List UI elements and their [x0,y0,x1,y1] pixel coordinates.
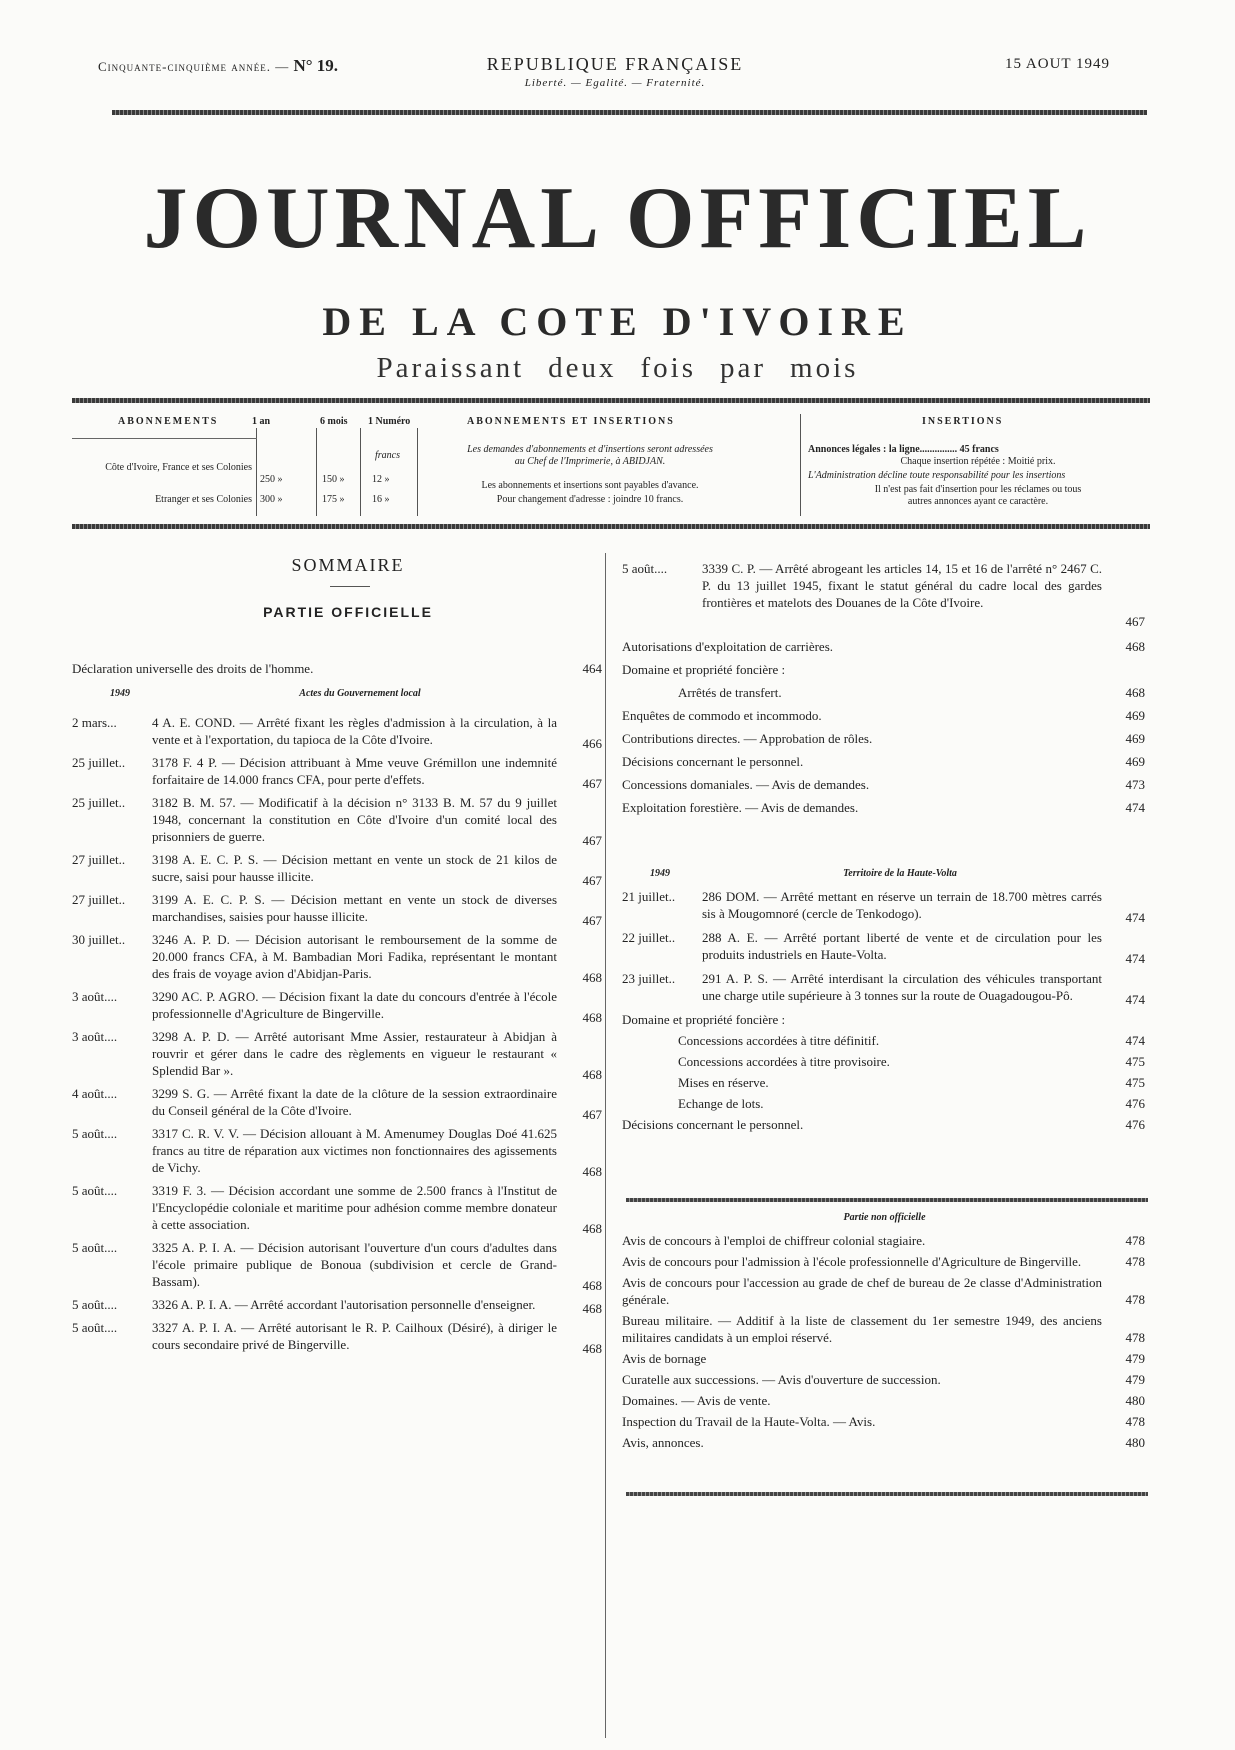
entry-date: 27 juillet.. [72,852,126,867]
subscription-bottom-rule [72,524,1150,529]
issue-number: N° 19. [293,56,339,75]
divider [360,428,361,516]
entry-text: 291 A. P. S. — Arrêté interdisant la circulation des véhicules transportant une charge utile supérieure à 3 tonnes sur la route de Ouagadougou-Pô. [702,971,1102,1003]
entry-text: Inspection du Travail de la Haute-Volta. — Avis. [622,1414,876,1429]
entry-page: 469 [1125,708,1145,723]
divider [256,428,257,516]
divider [800,414,801,516]
entry-text: Domaines. — Avis de vente. [622,1393,771,1408]
section-title: Territoire de la Haute-Volta [843,868,957,879]
entry-text: 4 A. E. COND. — Arrêté fixant les règles d'admission à la circulation, à la vente et à l'exportation, du tapioca de la Côte d'Ivoire. [152,715,557,747]
entry-page: 468 [582,1164,602,1179]
divider [316,428,317,516]
entry-page: 469 [1125,731,1145,746]
entry-date: 3 août.... [72,989,118,1004]
entry-page: 473 [1125,777,1145,792]
entry-text: Avis, annonces. [622,1435,704,1450]
entry-page: 467 [582,1107,602,1122]
entry-date: 5 août.... [72,1183,118,1198]
notice-line: Les demandes d'abonnements et d'insertions seront adressées [467,444,713,455]
divider [417,428,418,516]
notice-line: Il n'est pas fait d'insertion pour les réclames ou tous [874,484,1082,495]
notice-line: Annonces légales : la ligne............... 45 francs [808,444,999,455]
tagline-word: deux [548,352,617,384]
entry-text: Exploitation forestière. — Avis de demandes. [622,800,859,815]
abonnements-insertions-header: ABONNEMENTS ET INSERTIONS [467,416,675,427]
tagline-word: mois [790,352,859,384]
entry-page: 468 [582,1221,602,1236]
entry-text: 286 DOM. — Arrêté mettant en réserve un terrain de 18.700 mètres carrés sis à Mougomnoré (cercle de Tenkodogo). [702,889,1102,921]
entry-text: 3290 AC. P. AGRO. — Décision fixant la date du concours d'entrée à l'école professionnelle d'Agriculture de Bingerville. [152,989,557,1021]
rate-year: 250 » [260,474,283,485]
entry-page: 464 [582,661,602,676]
entry-page: 467 [582,913,602,928]
entry-page: 467 [582,873,602,888]
entry-date: 5 août.... [72,1126,118,1141]
entry-page: 468 [582,970,602,985]
entry-text: Domaine et propriété foncière : [622,662,786,677]
entry-text: Déclaration universelle des droits de l'homme. [72,661,314,676]
entry-page: 467 [1125,614,1145,629]
entry-page: 478 [1125,1330,1145,1345]
rate-half: 175 » [322,494,345,505]
entry-date: 2 mars... [72,715,117,730]
entry-page: 468 [582,1010,602,1025]
entry-page: 474 [1125,800,1145,815]
subscription-top-rule [72,398,1150,403]
entry-text: Décisions concernant le personnel. [622,754,804,769]
notice-line: L'Administration décline toute responsabilité pour les insertions [808,470,1066,481]
tagline-word: Paraissant [376,352,525,384]
entry-text: Avis de concours à l'emploi de chiffreur colonial stagiaire. [622,1233,926,1248]
entry-page: 478 [1125,1414,1145,1429]
rate-label: Etranger et ses Colonies [155,494,252,505]
entry-page: 468 [1125,685,1145,700]
entry-date: 23 juillet.. [622,971,676,986]
entry-page: 475 [1125,1054,1145,1069]
entry-page: 478 [1125,1254,1145,1269]
entry-text: Contributions directes. — Approbation de rôles. [622,731,873,746]
tagline-word: fois [640,352,697,384]
entry-page: 480 [1125,1393,1145,1408]
entry-date: 5 août.... [72,1320,118,1335]
entry-page: 468 [582,1278,602,1293]
entry-page: 467 [582,833,602,848]
entry-text: Décisions concernant le personnel. [622,1117,804,1132]
entry-date: 5 août.... [72,1240,118,1255]
entry-text: 3317 C. R. V. V. — Décision allouant à M. Amenumey Douglas Doé 41.625 francs au titre de réparation aux victimes non fonctionnaires des agissements de Vichy. [152,1126,557,1175]
entry-text: Mises en réserve. [678,1075,769,1090]
notice-line: Les abonnements et insertions sont payables d'avance. [481,480,699,491]
entry-text: Concessions domaniales. — Avis de demandes. [622,777,870,792]
entry-page: 468 [582,1067,602,1082]
period-single-issue: 1 Numéro [368,416,411,427]
subscriptions-header: ABONNEMENTS [118,416,219,427]
section-year: 1949 [110,688,130,699]
entry-text: 3298 A. P. D. — Arrêté autorisant Mme Assier, restaurateur à Abidjan à rouvrir et gérer dans le cadre des règlements en vigueur le restaurant « Splendid Bar ». [152,1029,557,1078]
entry-text: Arrêtés de transfert. [678,685,782,700]
rate-single: 12 » [372,474,390,485]
rate-label: Côte d'Ivoire, France et ses Colonies [105,462,252,473]
rate-year: 300 » [260,494,283,505]
journal-title: JOURNAL OFFICIEL [143,170,1092,267]
edition-year: Cinquante-cinquième année. — [98,59,290,74]
entry-page: 480 [1125,1435,1145,1450]
entry-text: Autorisations d'exploitation de carrières. [622,639,834,654]
tagline-word: par [720,352,767,384]
column-separator [605,553,606,1738]
entry-date: 21 juillet.. [622,889,676,904]
entry-text: 3325 A. P. I. A. — Décision autorisant l'ouverture d'un cours d'adultes dans l'école primaire publique de Bonoua (subdivision et cercle de Grand-Bassam). [152,1240,557,1289]
rate-half: 150 » [322,474,345,485]
section-year: 1949 [650,868,670,879]
entry-text: 3182 B. M. 57. — Modificatif à la décision n° 3133 B. M. 57 du 9 juillet 1948, concernant la constitution en Côte d'Ivoire d'un comité local des prisonniers de guerre. [152,795,557,844]
entry-page: 476 [1125,1117,1145,1132]
entry-date: 3 août.... [72,1029,118,1044]
entry-page: 466 [582,736,602,751]
entry-text: Echange de lots. [678,1096,764,1111]
entry-text: 3326 A. P. I. A. — Arrêté accordant l'autorisation personnelle d'enseigner. [152,1297,536,1312]
republic-heading [440,54,790,89]
entry-text: 3339 C. P. — Arrêté abrogeant les articles 14, 15 et 16 de l'arrêté n° 2467 C. P. du 13 juillet 1945, fixant le statut général du cadre local des gardes frontières et matelots des Douanes de la Côte d'Ivoire. [702,561,1102,610]
year-label [98,56,338,76]
entry-page: 468 [582,1341,602,1356]
rate-single: 16 » [372,494,390,505]
entry-text: 3327 A. P. I. A. — Arrêté autorisant le R. P. Cailhoux (Désiré), à diriger le cours secondaire privé de Bingerville. [152,1320,557,1352]
period-year: 1 an [252,416,271,427]
sommaire-title: SOMMAIRE [291,555,405,575]
entry-page: 479 [1125,1372,1145,1387]
currency-unit: francs [375,450,400,461]
title-ornament [330,586,370,587]
entry-page: 479 [1125,1351,1145,1366]
entry-date: 5 août.... [72,1297,118,1312]
entry-page: 478 [1125,1292,1145,1307]
insertions-header: INSERTIONS [922,416,1004,427]
entry-page: 475 [1125,1075,1145,1090]
entry-page: 474 [1125,1033,1145,1048]
entry-text: Concessions accordées à titre définitif. [678,1033,880,1048]
entry-date: 30 juillet.. [72,932,126,947]
entry-text: Bureau militaire. — Additif à la liste de classement du 1er semestre 1949, des anciens militaires candidats à un emploi réservé. [622,1313,1102,1345]
entry-date: 5 août.... [622,561,668,576]
entry-text: 3319 F. 3. — Décision accordant une somme de 2.500 francs à l'Institut de l'Encyclopédie coloniale et maritime pour adhésion comme membre donateur à cette association. [152,1183,557,1232]
period-half-year: 6 mois [320,416,348,427]
entry-page: 474 [1125,992,1145,1007]
entry-text: Avis de concours pour l'accession au grade de chef de bureau de 2e classe d'Administration générale. [622,1275,1102,1307]
entry-page: 474 [1125,951,1145,966]
bottom-rule [626,1492,1148,1496]
entry-text: Enquêtes de commodo et incommodo. [622,708,822,723]
entry-page: 468 [582,1301,602,1316]
partie-officielle-heading: PARTIE OFFICIELLE [263,604,433,620]
entry-page: 478 [1125,1233,1145,1248]
entry-text: 3299 S. G. — Arrêté fixant la date de la clôture de la session extraordinaire du Conseil général de la Côte d'Ivoire. [152,1086,557,1118]
entry-text: Avis de bornage [622,1351,707,1366]
entry-text: Avis de concours pour l'admission à l'école professionnelle d'Agriculture de Bingerville. [622,1254,1082,1269]
publication-frequency [0,352,1235,385]
partie-non-officielle-heading: Partie non officielle [843,1212,926,1223]
republic-title: REPUBLIQUE FRANÇAISE [486,54,744,74]
entry-date: 27 juillet.. [72,892,126,907]
notice-line: au Chef de l'Imprimerie, à ABIDJAN. [514,456,666,467]
toc-entry [72,660,602,678]
journal-subtitle: DE LA COTE D'IVOIRE [322,299,913,344]
section-title: Actes du Gouvernement local [299,688,421,699]
entry-page: 467 [582,776,602,791]
entry-date: 25 juillet.. [72,755,126,770]
entry-text: Curatelle aux successions. — Avis d'ouverture de succession. [622,1372,941,1387]
entry-page: 468 [1125,639,1145,654]
issue-date: 15 AOUT 1949 [1005,56,1111,72]
entry-text: 3199 A. E. C. P. S. — Décision mettant en vente un stock de diverses marchandises, saisies pour hausse illicite. [152,892,557,924]
entry-page: 469 [1125,754,1145,769]
divider [72,438,257,439]
entry-text: 3178 F. 4 P. — Décision attribuant à Mme veuve Grémillon une indemnité forfaitaire de 14.000 francs CFA, pour perte d'effets. [152,755,557,787]
entry-text: Concessions accordées à titre provisoire. [678,1054,890,1069]
national-motto: Liberté. — Egalité. — Fraternité. [524,77,706,89]
entry-text: 3246 A. P. D. — Décision autorisant le remboursement de la somme de 20.000 francs CFA, à M. Bambadian Mori Fadika, représentant le montant des frais de voyage avion d'Abidjan-Paris. [152,932,557,981]
entry-page: 474 [1125,910,1145,925]
entry-date: 4 août.... [72,1086,118,1101]
entry-text: 3198 A. E. C. P. S. — Décision mettant en vente un stock de 21 kilos de sucre, saisi pour hausse illicite. [152,852,557,884]
entry-page: 476 [1125,1096,1145,1111]
entry-text: Domaine et propriété foncière : [622,1012,786,1027]
notice-line: Chaque insertion répétée : Moitié prix. [900,456,1056,467]
notice-line: autres annonces ayant ce caractère. [907,496,1049,507]
entry-date: 22 juillet.. [622,930,676,945]
entry-date: 25 juillet.. [72,795,126,810]
notice-line: Pour changement d'adresse : joindre 10 francs. [496,494,684,505]
top-divider [112,110,1147,115]
subscription-box [72,408,1150,520]
entry-text: 288 A. E. — Arrêté portant liberté de vente et de circulation pour les produits industriels en Haute-Volta. [702,930,1102,962]
section-rule [626,1198,1148,1202]
